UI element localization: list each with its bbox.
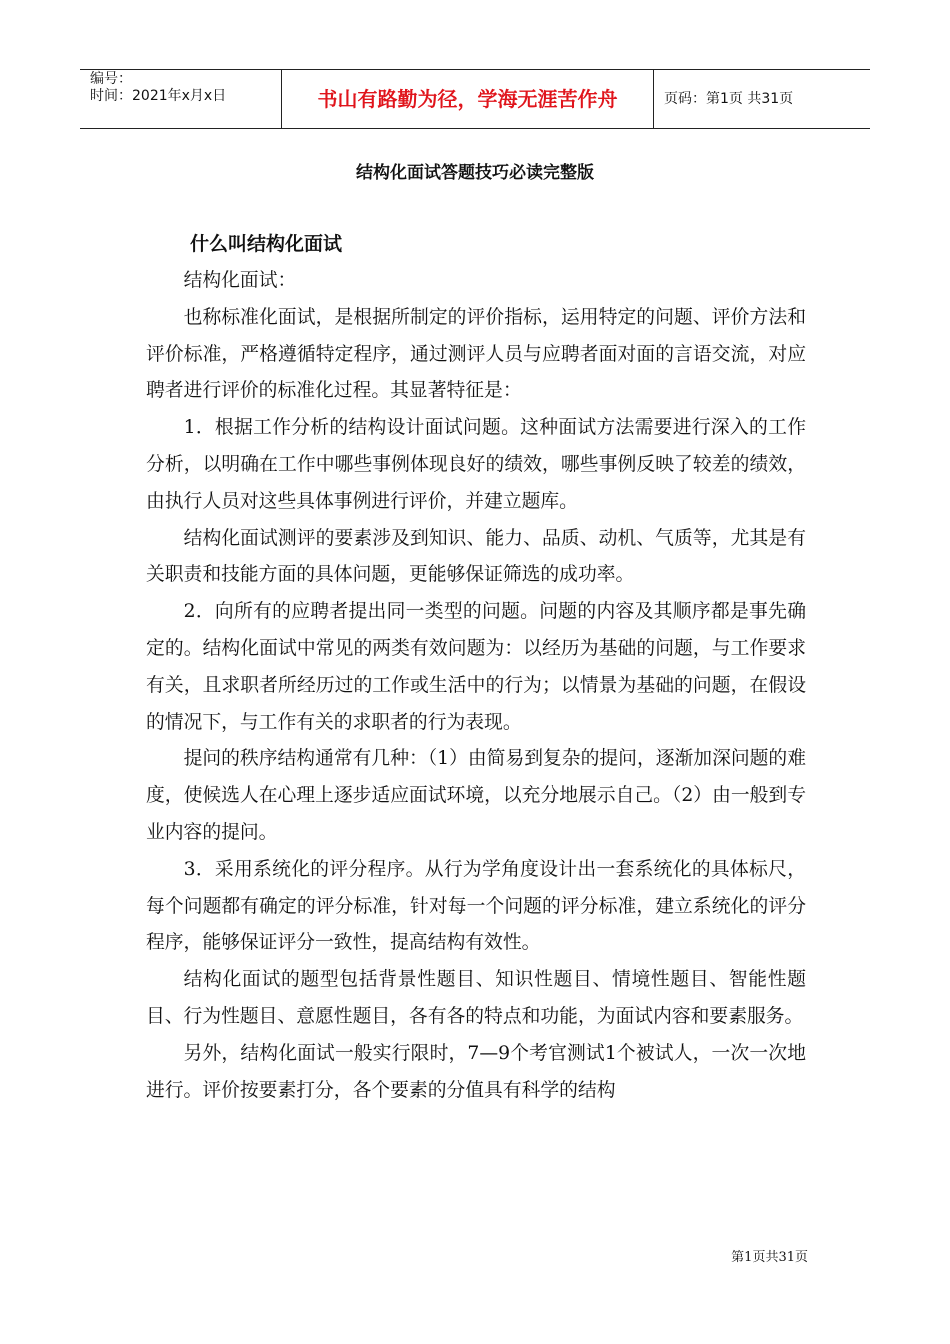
header-page-info: 页码：第1页 共31页 xyxy=(664,91,794,107)
paragraph: 另外，结构化面试一般实行限时，7—9个考官测试1个被试人，一次一次地进行。评价按要素打分，各个要素的分值具有科学的结构 xyxy=(146,1042,806,1101)
page-footer: 第1页共31页 xyxy=(731,1250,808,1265)
section-heading: 什么叫结构化面试 xyxy=(190,233,343,255)
paragraph: 1．根据工作分析的结构设计面试问题。这种面试方法需要进行深入的工作分析，以明确在工作中哪些事例体现良好的绩效，哪些事例反映了较差的绩效，由执行人员对这些具体事例进行评价，并建立题库。 xyxy=(146,417,806,512)
paragraph: 3．采用系统化的评分程序。从行为学角度设计出一套系统化的具体标尺，每个问题都有确定的评分标准，针对每一个问题的评分标准，建立系统化的评分程序，能够保证评分一致性，提高结构有效性。 xyxy=(146,858,806,954)
page-header xyxy=(80,69,870,129)
document-title: 结构化面试答题技巧必读完整版 xyxy=(356,163,594,183)
paragraph: 结构化面试的题型包括背景性题目、知识性题目、情境性题目、智能性题目、行为性题目、意愿性题目，各有各的特点和功能，为面试内容和要素服务。 xyxy=(146,969,806,1027)
doc-number: 编号： xyxy=(90,71,132,87)
doc-time: 时间：2021年x月x日 xyxy=(90,88,227,104)
paragraph: 结构化面试： xyxy=(183,270,297,291)
paragraph: 结构化面试测评的要素涉及到知识、能力、品质、动机、气质等，尤其是有关职责和技能方面的具体问题，更能够保证筛选的成功率。 xyxy=(146,527,806,586)
paragraph: 提问的秩序结构通常有几种：（1）由简易到复杂的提问，逐渐加深问题的难度，使候选人在心理上逐步适应面试环境，以充分地展示自己。（2）由一般到专业内容的提问。 xyxy=(146,748,806,843)
paragraph: 也称标准化面试，是根据所制定的评价指标，运用特定的问题、评价方法和评价标准，严格遵循特定程序，通过测评人员与应聘者面对面的言语交流，对应聘者进行评价的标准化过程。其显著特征是： xyxy=(146,306,806,402)
document-body xyxy=(146,263,806,1109)
header-meta xyxy=(80,70,282,128)
paragraph: 2．向所有的应聘者提出同一类型的问题。问题的内容及其顺序都是事先确定的。结构化面试中常见的两类有效问题为：以经历为基础的问题，与工作要求有关，且求职者所经历过的工作或生活中的行为；以情景为基础的问题，在假设的情况下，与工作有关的求职者的行为表现。 xyxy=(146,601,806,733)
header-motto: 书山有路勤为径，学海无涯苦作舟 xyxy=(282,70,654,128)
